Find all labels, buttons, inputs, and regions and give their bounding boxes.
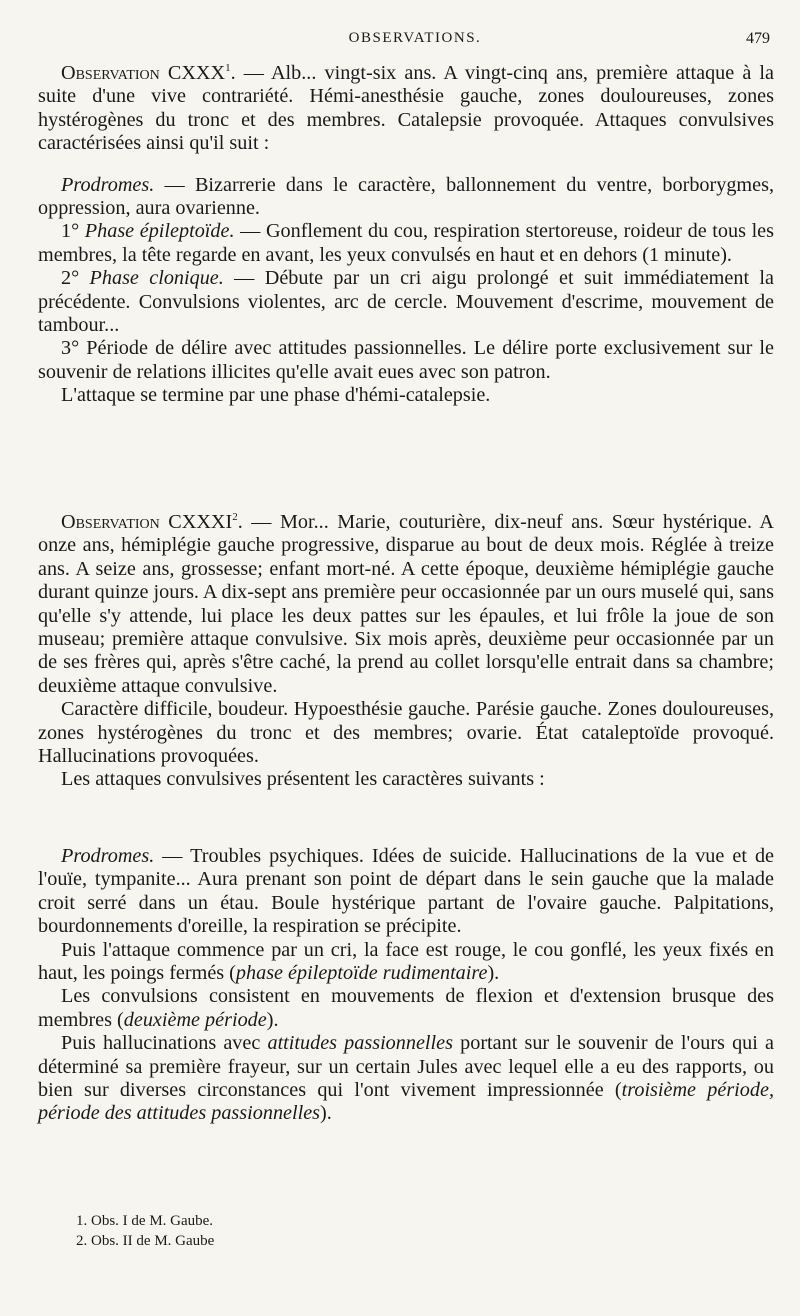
page-number: 479 [746,30,770,47]
footnote-ref-2: 2 [232,511,238,523]
obs-cxxxi-label: Observation CXXXI [61,511,233,533]
obs-cxxxi-attack-start: Puis l'attaque commence par un cri, la face est rouge, le cou gonflé, les yeux fixés en haut, les poings fermés (phase épileptoïde rudimentaire). [38,938,774,985]
observation-cxxxi [38,511,774,792]
obs-cxxxi-convulsions: Les convulsions consistent en mouvements de flexion et d'extension brusque des membres (deuxième période). [38,985,774,1031]
obs-cxxx-label: Observation CXXX [61,62,226,84]
footnote-1: 1. Obs. I de M. Gaube. [76,1213,214,1229]
footnotes [76,1211,214,1251]
obs-cxxx-conclusion: L'attaque se termine par une phase d'hémi-catalepsie. [61,384,491,407]
observation-cxxxi-attacks [38,845,774,1126]
obs-cxxx-phase1: 1° Phase épileptoïde. — Gonflement du cou, respiration stertoreuse, roideur de tous les membres, la tête regarde en avant, les yeux convulsés en haut et en dehors (1 minute). [38,220,774,266]
running-head [60,30,770,52]
running-title: OBSERVATIONS. [348,30,482,46]
obs-cxxxi-prodromes: Prodromes. — Troubles psychiques. Idées de suicide. Hallucinations de la vue et de l'ouïe, tympanite... Aura prenant son point de départ dans le sein gauche que la malade croit serré dans un étau. Boule hystérique partant de l'ovaire gauche. Palpitations, bourdonnements d'oreille, la respiration se précipite. [38,845,774,938]
obs-cxxx-prodromes: Prodromes. — Bizarrerie dans le caractère, ballonnement du ventre, borborygmes, oppression, aura ovarienne. [38,173,774,220]
obs-cxxx-intro: Observation CXXX$^1$. — Alb... vingt-six ans. A vingt-cinq ans, première attaque à la suite d'une vive contrariété. Hémi-anesthésie gauche, zones douloureuses, zones hystérogènes du tronc et des membres. Catalepsie provoquée. Attaques convulsives caractérisées ainsi qu'il suit : [38,62,774,155]
obs-cxxxi-hallucinations: Puis hallucinations avec attitudes passionnelles portant sur le souvenir de l'ours qui a déterminé sa première frayeur, sur un certain Jules avec lequel elle a eu des rapports, ou bien sur diverses circonstances qui l'ont vivement impressionnée (troisième période, période des attitudes passionnelles). [38,1032,774,1125]
footnote-ref-1: 1 [225,62,231,74]
obs-cxxxi-intro: Observation CXXXI$^2$. — Mor... Marie, couturière, dix-neuf ans. Sœur hystérique. A onze ans, hémiplégie gauche progressive, disparue au bout de deux mois. Réglée à treize ans. A seize ans, grossesse; enfant mort-né. A cette époque, deuxième hémiplégie gauche durant quinze jours. A dix-sept ans première peur occasionnée par un ours muselé qui, sans qu'elle s'y attende, lui place les deux pattes sur les épaules, et lui frôle la joue de son museau; première attaque convulsive. Six mois après, deuxième peur occasionnée par un de ses frères qui, après s'être caché, la prend au collet lorsqu'elle entrait dans sa chambre; deuxième attaque convulsive. [38,511,774,697]
obs-cxxxi-character: Caractère difficile, boudeur. Hypoesthésie gauche. Parésie gauche. Zones douloureuses, zones hystérogènes du tronc et des membres; ovarie. État cataleptoïde provoqué. Hallucinations provoquées. [38,698,774,768]
obs-cxxx-phase3: 3° Période de délire avec attitudes passionnelles. Le délire porte exclusivement sur le souvenir de relations illicites qu'elle avait eues avec son patron. [38,337,774,383]
observation-cxxx [38,62,774,408]
footnote-2: 2. Obs. II de M. Gaube [76,1233,215,1249]
obs-cxxx-phase2: 2° Phase clonique. — Débute par un cri aigu prolongé et suit immédiatement la précédente. Convulsions violentes, arc de cercle. Mouvement d'escrime, mouvement de tambour... [38,267,774,337]
obs-cxxxi-attacks-intro: Les attaques convulsives présentent les caractères suivants : [61,768,545,791]
